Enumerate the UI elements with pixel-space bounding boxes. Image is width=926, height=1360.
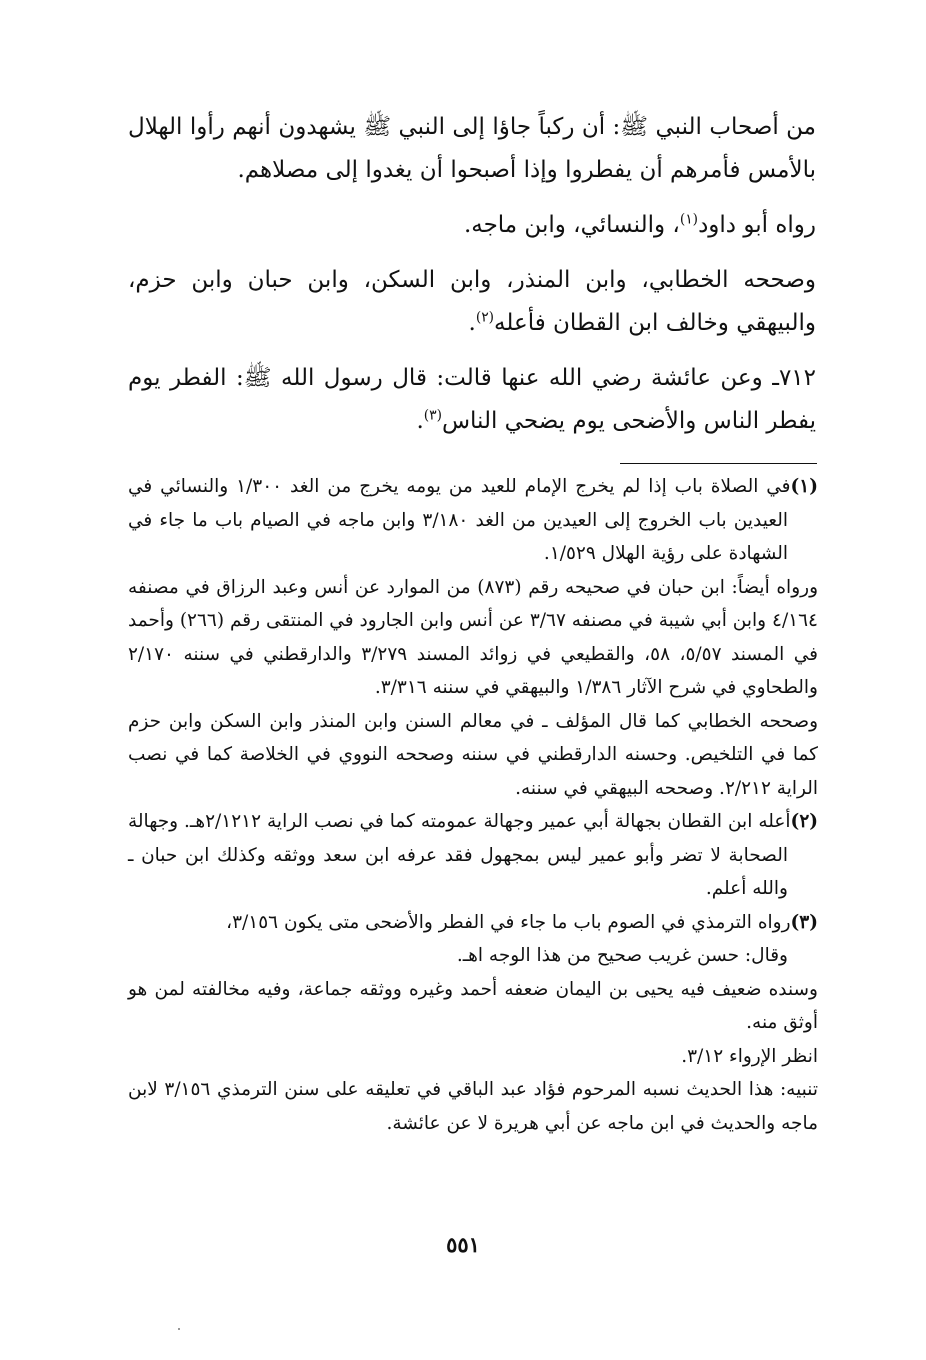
main-text xyxy=(128,106,816,455)
footnote-1-text: في الصلاة باب إذا لم يخرج الإمام للعيد من يومه يخرج من الغد ١/٣٠٠ والنسائي في العيدين باب الخروج إلى العيدين من الغد ٣/١٨٠ وابن ماجه في الصيام باب ما جاء في الشهادة على رؤية الهلال ١/٥٢٩. xyxy=(128,476,791,564)
page-number: ٥٥١ xyxy=(446,1232,480,1257)
footnote-2 xyxy=(128,805,818,906)
footnote-3-irwa: انظر الإرواء ٣/١٢. xyxy=(681,1045,818,1067)
hadith-712-text: ٧١٢ـ وعن عائشة رضي الله عنها قالت: قال رسول الله ﷺ: الفطر يوم يفطر الناس والأضحى يوم يضحي الناس xyxy=(128,365,816,434)
footnote-3-note: تنبيه: هذا الحديث نسبه المرحوم فؤاد عبد الباقي في تعليقه على سنن الترمذي ٣/١٥٦ لابن ماجه والحديث في ابن ماجه عن أبي هريرة لا عن عائشة. xyxy=(128,1079,818,1134)
footnote-3-tirmidhi-comment: وقال: حسن غريب صحيح من هذا الوجه اهـ. xyxy=(456,945,788,966)
footnote-1-grading: وصححه الخطابي كما قال المؤلف ـ في معالم السنن وابن المنذر وابن السكن وابن حزم كما في التلخيص. وحسنه الدارقطني في سننه وصححه النووي في الخلاصة كما في نصب الراية ٢/٢١٢. وصححه البيهقي في سننه. xyxy=(128,710,818,799)
footnote-3-isnad: وسنده ضعيف فيه يحيى بن اليمان ضعفه أحمد وغيره ووثقه جماعة، وفيه مخالفته لمن هو أوثق منه. xyxy=(128,978,818,1033)
footnote-3-text: رواه الترمذي في الصوم باب ما جاء في الفطر والأضحى متى يكون ٣/١٥٦، xyxy=(226,911,791,933)
paragraph-2-tail: ، والنسائي، وابن ماجه. xyxy=(463,212,680,238)
footnote-ref-3: (٣) xyxy=(423,407,442,424)
paragraph-3-text: وصححه الخطابي، وابن المنذر، وابن السكن، وابن حبان وابن حزم، والبيهقي وخالف ابن القطان فأعله xyxy=(128,267,816,336)
footnote-1 xyxy=(128,470,818,571)
paragraph-1 xyxy=(128,106,816,192)
footnotes xyxy=(128,470,818,1140)
footnote-divider xyxy=(620,463,817,464)
hadith-712-tail: . xyxy=(416,408,424,434)
footnote-ref-2: (٢) xyxy=(475,309,495,326)
footnote-3 xyxy=(128,906,818,940)
hadith-712 xyxy=(128,357,816,443)
footnote-1-number: (١) xyxy=(790,476,818,497)
scan-speck xyxy=(178,1328,180,1330)
paragraph-1-text: من أصحاب النبي ﷺ: أن ركباً جاؤا إلى النبي ﷺ يشهدون أنهم رأوا الهلال بالأمس فأمرهم أن يفطروا وإذا أصبحوا أن يغدوا إلى مصلاهم. xyxy=(128,114,816,183)
footnote-3-number: (٣) xyxy=(790,911,818,933)
paragraph-2 xyxy=(128,204,816,247)
footnote-ref-1: (١) xyxy=(679,211,699,228)
paragraph-2-text: رواه أبو داود xyxy=(698,212,816,238)
paragraph-3 xyxy=(128,259,816,345)
footnote-2-text: أعله ابن القطان بجهالة أبي عمير وجهالة عمومته كما في نصب الراية ٢/١٢١٢هـ. وجهالة الصحابة لا تضر وأبو عمير ليس بمجهول فقد عرفه ابن سعد ووثقه وكذلك ابن حبان ـ والله أعلم. xyxy=(128,811,791,899)
footnote-2-number: (٢) xyxy=(790,811,819,832)
footnote-1-more-sources: ورواه أيضاً: ابن حبان في صحيحه رقم (٨٧٣) من الموارد عن أنس وعبد الرزاق في مصنفه ٤/١٦٤ وابن أبي شيبة في مصنفه ٣/٦٧ عن أنس وابن الجارود في المنتقى رقم (٢٦٦) وأحمد في المسند ٥/٥٧، ٥٨، والقطيعي في زوائد المسند ٣/٢٧٩ والدارقطني في سننه ٢/١٧٠ والطحاوي في شرح الآثار ١/٣٨٦ والبيهقي في سننه ٣/٣١٦. xyxy=(128,576,819,698)
paragraph-3-tail: . xyxy=(468,310,476,336)
